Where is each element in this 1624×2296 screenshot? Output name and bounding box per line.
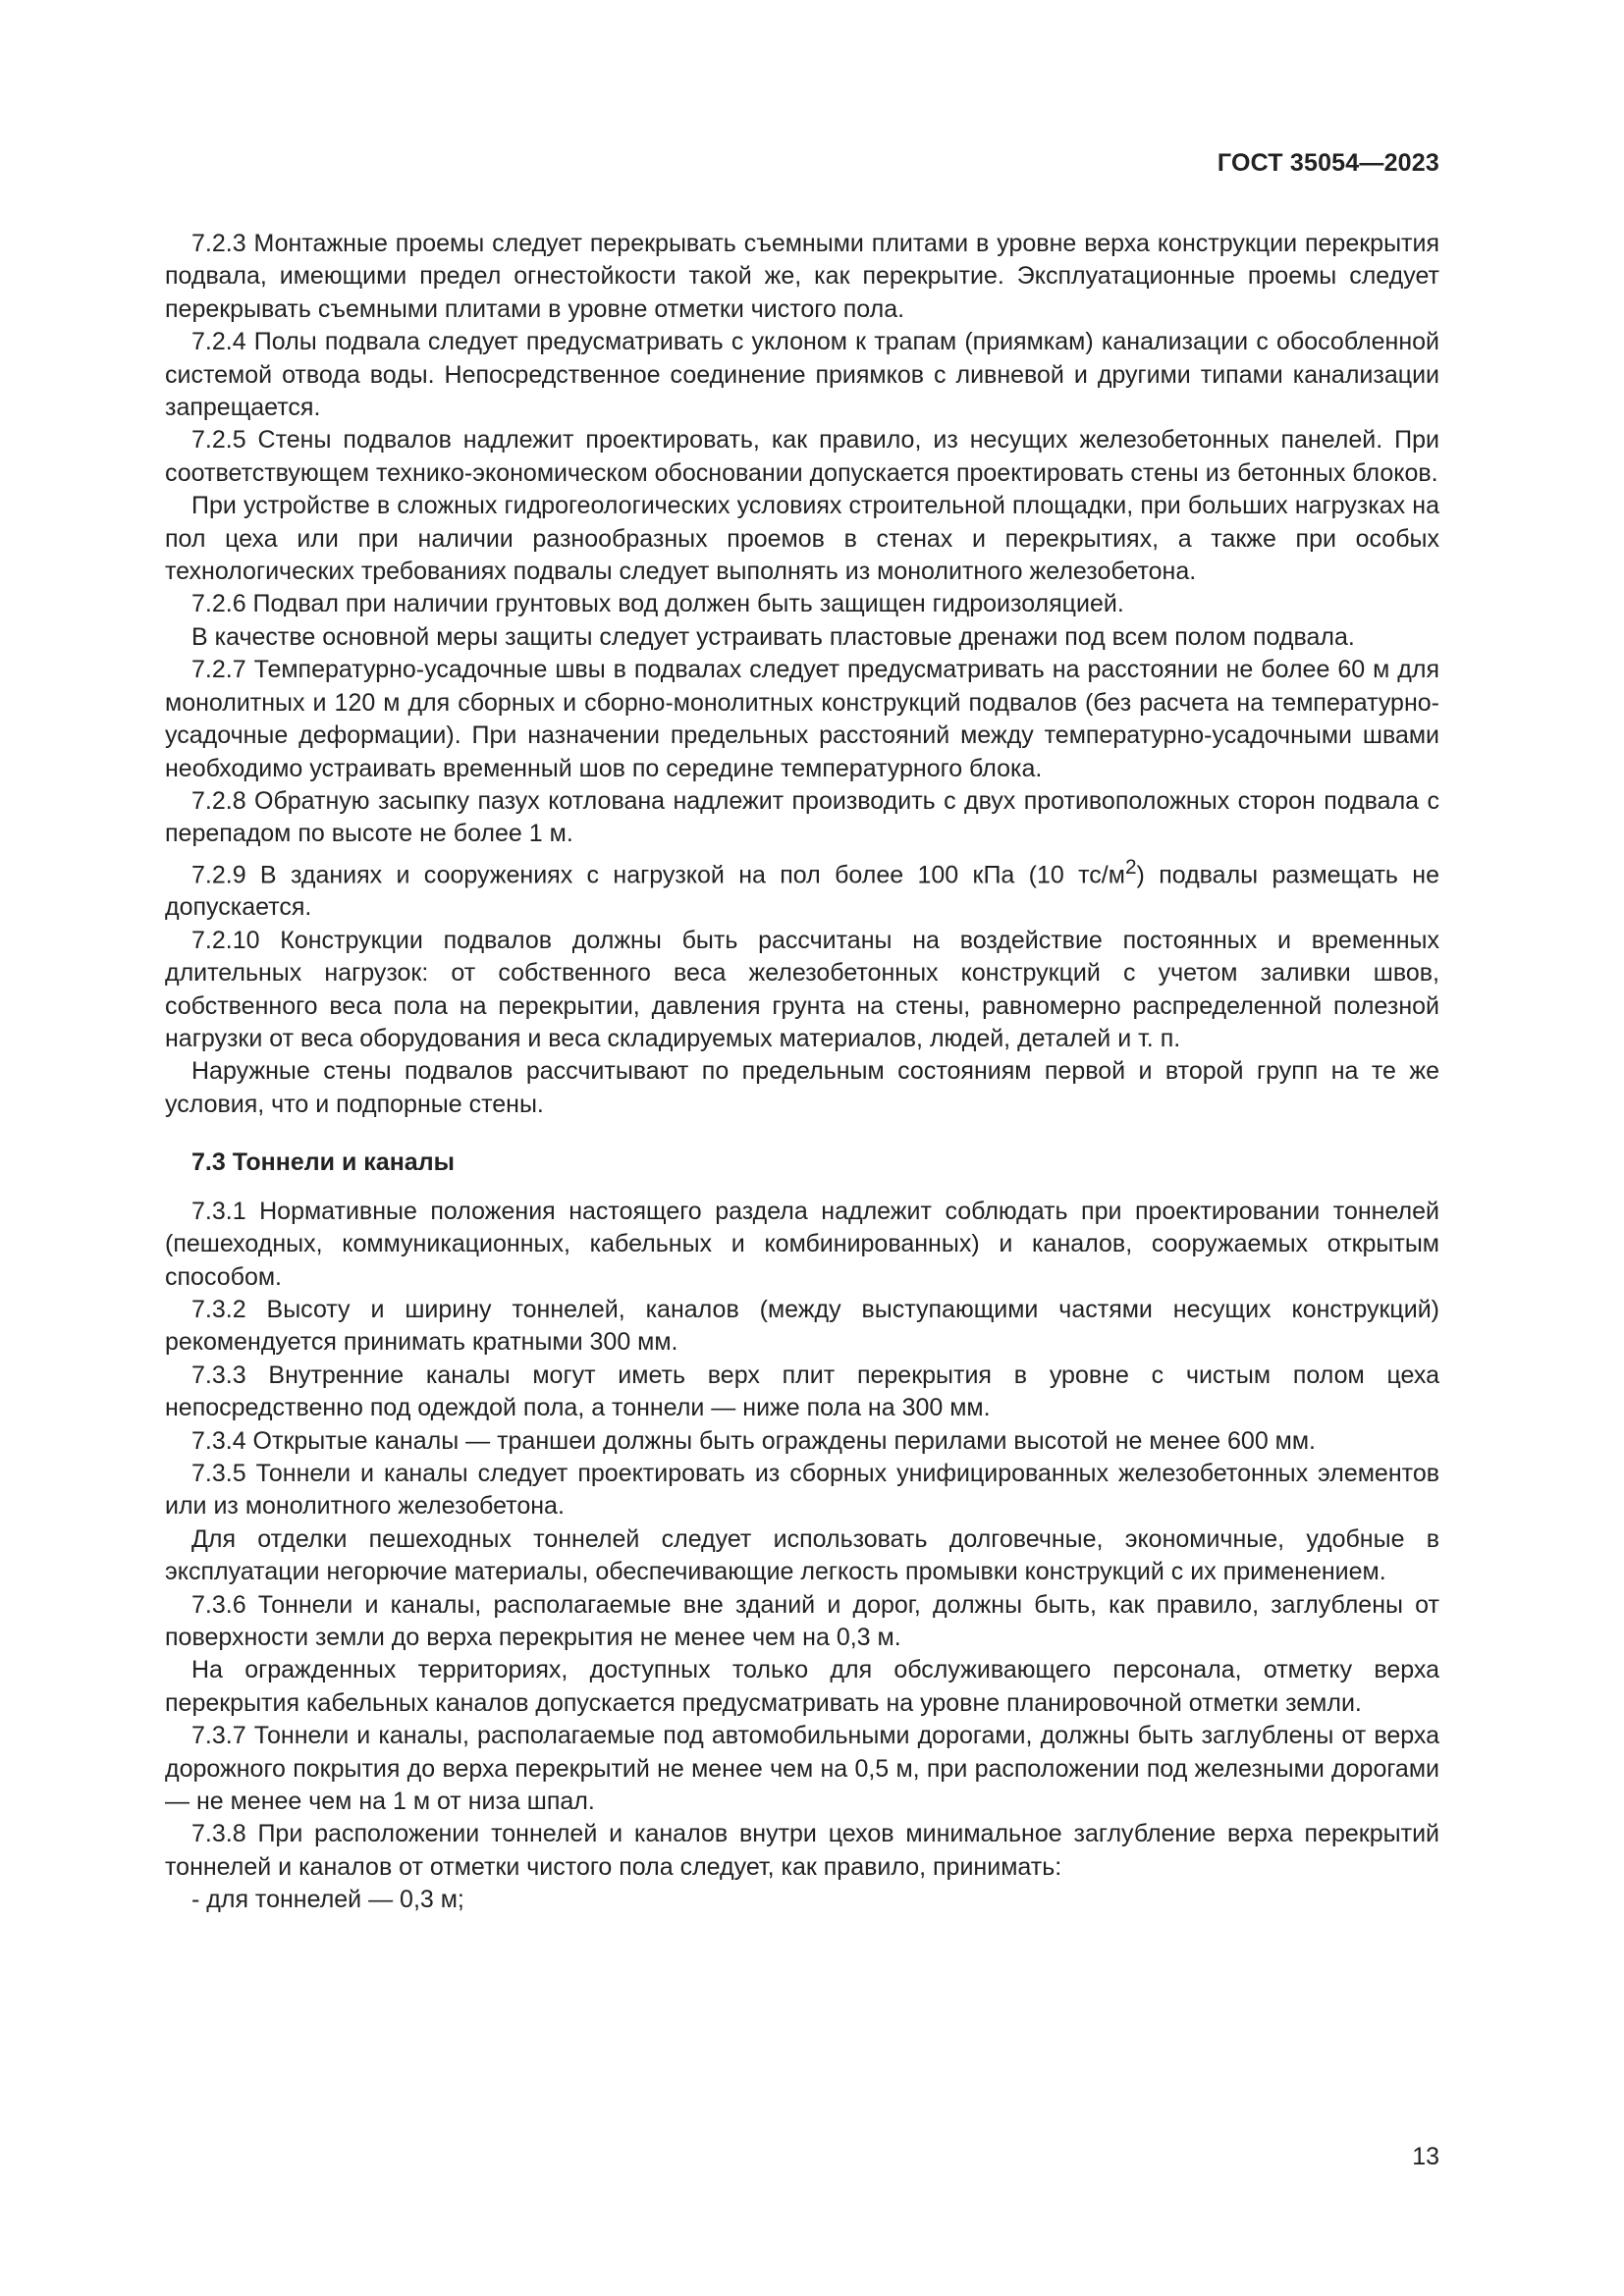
paragraph-7-2-3: 7.2.3 Монтажные проемы следует перекрывать съемными плитами в уровне верха конструкции перекрытия подвала, имеющими предел огнестойкости такой же, как перекрытие. Эксплуатационные проемы следует перекрывать съемными плитами в уровне отметки чистого пола. — [165, 230, 1439, 323]
paragraph-7-3-3: 7.3.3 Внутренние каналы могут иметь верх плит перекрытия в уровне с чистым полом цеха непосредственно под одеждой пола, а тоннели — ниже пола на 300 мм. — [165, 1361, 1439, 1422]
document-body — [165, 228, 1439, 1917]
paragraph-7-2-5: 7.2.5 Стены подвалов надлежит проектировать, как правило, из несущих железобетонных панелей. При соответствующем технико-экономическом обосновании допускается проектировать стены из бетонных блоков. — [165, 426, 1439, 487]
paragraph-7-2-9 — [165, 851, 1439, 925]
paragraph-7-2-7: 7.2.7 Температурно-усадочные швы в подвалах следует предусматривать на расстоянии не более 60 м для монолитных и 120 м для сборных и сборно-монолитных конструкций подвалов (без расчета на температурно-усадочные деформации). При назначении предельных расстояний между температурно-усадочными швами необходимо устраивать временный шов по середине температурного блока. — [165, 656, 1439, 782]
paragraph-7-2-9-text-end: ) подвалы размещать не допускается. — [165, 861, 1439, 922]
page-number: 13 — [1412, 2143, 1439, 2170]
paragraph-7-3-5-cont: Для отделки пешеходных тоннелей следует использовать долговечные, экономичные, удобные в эксплуатации негорючие материалы, обеспечивающие легкость промывки конструкций с их применением. — [165, 1524, 1439, 1586]
section-heading-7-3: 7.3 Тоннели и каналы — [191, 1148, 455, 1177]
paragraph-7-2-10: 7.2.10 Конструкции подвалов должны быть рассчитаны на воздействие постоянных и временных длительных нагрузок: от собственного веса железобетонных конструкций с учетом заливки швов, собственного веса пола на перекрытии, давления грунта на стены, равномерно распределенной полезной нагрузки от веса оборудования и веса складируемых материалов, людей, деталей и т. п. — [165, 926, 1439, 1053]
superscript-2: 2 — [1124, 855, 1137, 879]
list-item-tunnels: - для тоннелей — 0,3 м; — [191, 1886, 464, 1914]
paragraph-7-3-6-cont: На огражденных территориях, доступных только для обслуживающего персонала, отметку верха перекрытия кабельных каналов допускается предусматривать на уровне планировочной отметки земли. — [165, 1656, 1439, 1717]
paragraph-7-3-4: 7.3.4 Открытые каналы — траншеи должны быть ограждены перилами высотой не менее 600 мм. — [191, 1426, 1317, 1455]
paragraph-7-2-9-text: 7.2.9 В зданиях и сооружениях с нагрузкой на пол более 100 кПа (10 тс/м — [191, 861, 1125, 889]
document-code-header: ГОСТ 35054—2023 — [1217, 149, 1439, 177]
paragraph-7-2-10-cont: Наружные стены подвалов рассчитывают по предельным состояниям первой и второй групп на те же условия, что и подпорные стены. — [165, 1057, 1439, 1118]
paragraph-7-2-4: 7.2.4 Полы подвала следует предусматривать с уклоном к трапам (приямкам) канализации с обособленной системой отвода воды. Непосредственное соединение приямков с ливневой и другими типами канализации запрещается. — [165, 328, 1439, 422]
paragraph-7-2-6-cont: В качестве основной меры защиты следует устраивать пластовые дренажи под всем полом подвала. — [191, 622, 1355, 651]
paragraph-7-3-6: 7.3.6 Тоннели и каналы, располагаемые вне зданий и дорог, должны быть, как правило, заглублены от поверхности земли до верха перекрытия не менее чем на 0,3 м. — [165, 1590, 1439, 1651]
paragraph-7-3-7: 7.3.7 Тоннели и каналы, располагаемые под автомобильными дорогами, должны быть заглублены от верха дорожного покрытия до верха перекрытий не менее чем на 0,5 м, при расположении под железными дорогами — не менее чем на 1 м от низа шпал. — [165, 1722, 1439, 1816]
paragraph-7-2-8: 7.2.8 Обратную засыпку пазух котлована надлежит производить с двух противоположных сторон подвала с перепадом по высоте не более 1 м. — [165, 786, 1439, 848]
paragraph-7-3-5: 7.3.5 Тоннели и каналы следует проектировать из сборных унифицированных железобетонных элементов или из монолитного железобетона. — [165, 1459, 1439, 1521]
paragraph-7-3-2: 7.3.2 Высоту и ширину тоннелей, каналов (между выступающими частями несущих конструкций) рекомендуется принимать кратными 300 мм. — [165, 1295, 1439, 1357]
paragraph-7-2-5-cont: При устройстве в сложных гидрогеологических условиях строительной площадки, при больших нагрузках на пол цеха или при наличии разнообразных проемов в стенах и перекрытиях, а также при особых технологических требованиях подвалы следует выполнять из монолитного железобетона. — [165, 492, 1439, 586]
paragraph-7-3-8: 7.3.8 При расположении тоннелей и каналов внутри цехов минимальное заглубление верха перекрытий тоннелей и каналов от отметки чистого пола следует, как правило, принимать: — [165, 1820, 1439, 1881]
paragraph-7-2-6: 7.2.6 Подвал при наличии грунтовых вод должен быть защищен гидроизоляцией. — [191, 590, 1124, 618]
paragraph-7-3-1: 7.3.1 Нормативные положения настоящего раздела надлежит соблюдать при проектировании тоннелей (пешеходных, коммуникационных, кабельных и комбинированных) и каналов, сооружаемых открытым способом. — [165, 1197, 1439, 1291]
